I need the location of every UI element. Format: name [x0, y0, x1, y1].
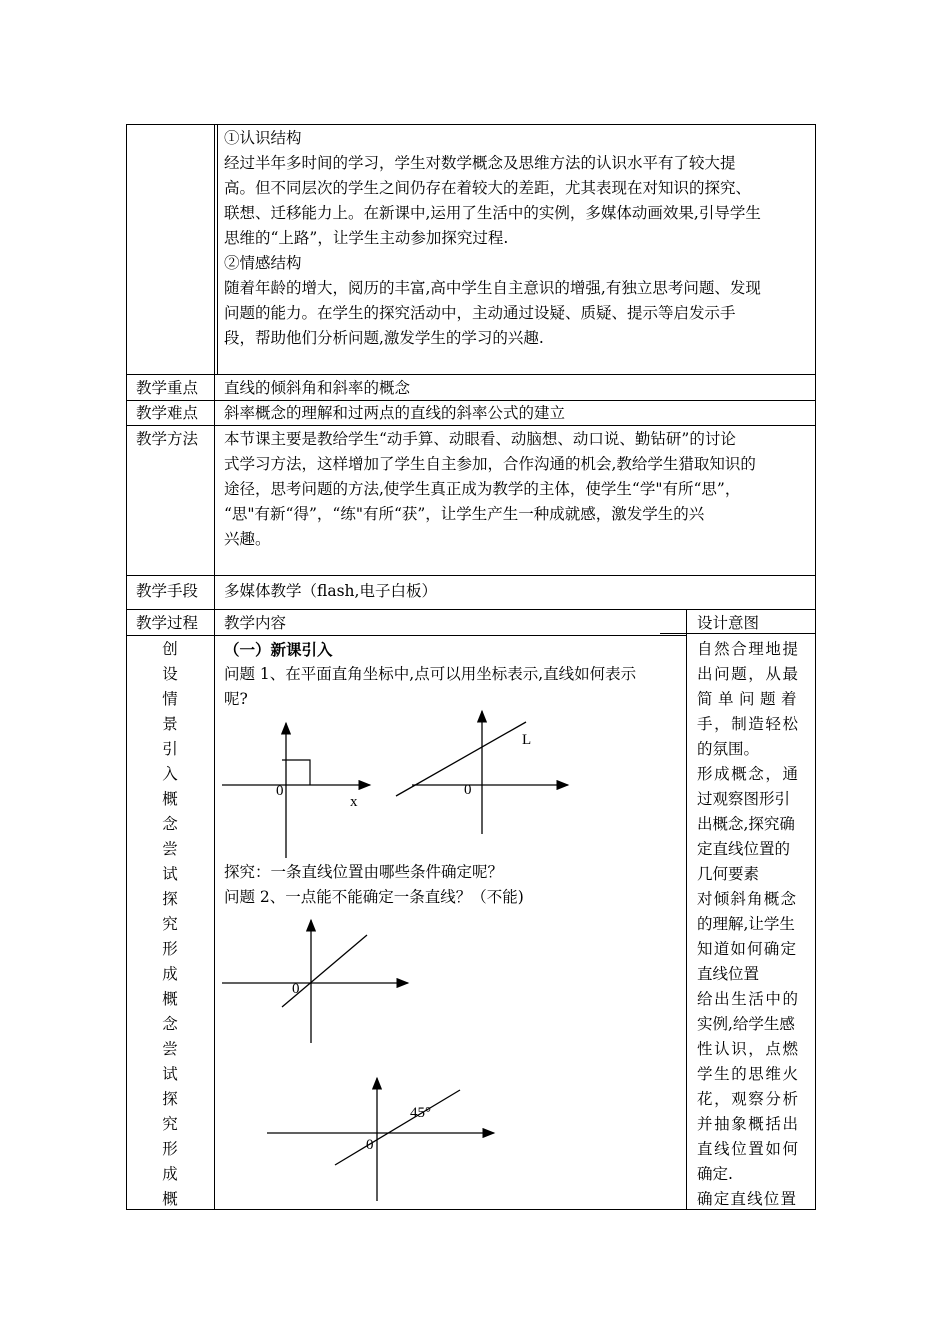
value-means: 多媒体教学（flash,电子白板）: [224, 582, 437, 600]
design-line: 实例,给学生感: [697, 1015, 795, 1033]
question-1-line: 问题 1、在平面直角坐标中,点可以用坐标表示,直线如何表示: [224, 665, 637, 683]
header-design: 设计意图: [697, 614, 760, 632]
vertical-char: 概: [162, 990, 178, 1008]
vertical-char: 情: [162, 690, 178, 708]
design-line: 确定.: [697, 1165, 733, 1183]
header-content: 教学内容: [224, 614, 287, 632]
label-method: 教学方法: [136, 430, 199, 448]
paragraph-line: 问题的能力。在学生的探究活动中，主动通过设疑、质疑、提示等启发示手: [224, 304, 736, 322]
vertical-char: 究: [162, 915, 178, 933]
question-1-line: 呢?: [224, 690, 248, 708]
vertical-char: 入: [162, 765, 178, 783]
vertical-char: 尝: [162, 840, 178, 858]
row-divider: [126, 575, 816, 576]
table-column-divider: [214, 124, 215, 1210]
method-line: 兴趣。: [224, 530, 271, 548]
design-line: 出问题，从最: [697, 665, 800, 683]
vertical-char: 形: [162, 940, 178, 958]
design-line: 性认识，点燃: [697, 1040, 800, 1058]
table-column-divider-inner: [217, 124, 218, 374]
value-key-point: 直线的倾斜角和斜率的概念: [224, 379, 411, 397]
vertical-char: 试: [162, 865, 178, 883]
vertical-char: 成: [162, 965, 178, 983]
vertical-char: 探: [162, 890, 178, 908]
vertical-char: 念: [162, 1015, 178, 1033]
heading-emotional: ②情感结构: [224, 254, 302, 272]
heading-cognitive: ①认识结构: [224, 129, 302, 147]
table-border-top: [126, 124, 816, 125]
design-line: 并抽象概括出: [697, 1115, 800, 1133]
paragraph-line: 思维的“上路”，让学生主动参加探究过程.: [224, 229, 509, 247]
design-line: 花，观察分析: [697, 1090, 800, 1108]
design-line: 过观察图形引: [697, 790, 791, 808]
vertical-char: 成: [162, 1165, 178, 1183]
vertical-char: 景: [162, 715, 178, 733]
origin-label: 0: [292, 981, 300, 997]
vertical-char: 尝: [162, 1040, 178, 1058]
design-line: 直线位置如何: [697, 1140, 800, 1158]
vertical-char: 设: [162, 665, 178, 683]
x-axis-label: x: [350, 794, 358, 810]
row-divider: [126, 635, 686, 636]
label-means: 教学手段: [136, 582, 199, 600]
paragraph-line: 经过半年多时间的学习，学生对数学概念及思维方法的认识水平有了较大提: [224, 154, 736, 172]
design-line: 学生的思维火: [697, 1065, 800, 1083]
value-difficulty: 斜率概念的理解和过两点的直线的斜率公式的建立: [224, 404, 566, 422]
label-process: 教学过程: [136, 614, 199, 632]
design-line: 手，制造轻松: [697, 715, 800, 733]
vertical-char: 念: [162, 815, 178, 833]
figure-4-line-45-degrees: [262, 1075, 502, 1205]
explore-text: 探究：一条直线位置由哪些条件确定呢？: [224, 863, 504, 881]
paragraph-line: 联想、迁移能力上。在新课中,运用了生活中的实例，多媒体动画效果,引导学生: [224, 204, 761, 222]
design-line: 简单问题着: [697, 690, 803, 708]
vertical-char: 形: [162, 1140, 178, 1158]
question-2: 问题 2、一点能不能确定一条直线？（不能): [224, 888, 524, 906]
design-line: 对倾斜角概念: [697, 890, 798, 908]
row-divider: [126, 609, 816, 610]
figure-2-line-l: [392, 706, 577, 841]
design-line: 直线位置: [697, 965, 760, 983]
figure-3-line-through-origin: [220, 915, 420, 1047]
angle-label: 45°: [410, 1105, 431, 1121]
vertical-char: 究: [162, 1115, 178, 1133]
design-line: 自然合理地提: [697, 640, 800, 658]
label-difficulty: 教学难点: [136, 404, 199, 422]
method-line: “思"有新“得”，“练"有所“获”，让学生产生一种成就感，激发学生的兴: [224, 505, 705, 523]
design-line: 的氛围。: [697, 740, 760, 758]
design-line: 知道如何确定: [697, 940, 798, 958]
design-line: 出概念,探究确: [697, 815, 795, 833]
origin-label: 0: [276, 783, 284, 799]
label-key-point: 教学重点: [136, 379, 199, 397]
vertical-char: 概: [162, 1190, 178, 1208]
design-line: 确定直线位置: [697, 1190, 798, 1208]
design-line: 定直线位置的: [697, 840, 791, 858]
vertical-char: 试: [162, 1065, 178, 1083]
figure-1-axes-with-point: [220, 718, 380, 863]
origin-label: 0: [366, 1137, 374, 1153]
design-line: 给出生活中的: [697, 990, 800, 1008]
vertical-char: 概: [162, 790, 178, 808]
paragraph-line: 高。但不同层次的学生之间仍存在着较大的差距，尤其表现在对知识的探究、: [224, 179, 752, 197]
design-line: 几何要素: [697, 865, 760, 883]
origin-label: 0: [464, 782, 472, 798]
method-line: 途径，思考问题的方法,使学生真正成为教学的主体，使学生“学"有所“思”，: [224, 480, 741, 498]
line-45-degrees: [335, 1090, 460, 1165]
method-line: 式学习方法，这样增加了学生自主参加，合作沟通的机会,教给学生猎取知识的: [224, 455, 756, 473]
method-line: 本节课主要是教给学生“动手算、动眼看、动脑想、动口说、勤钻研”的讨论: [224, 430, 736, 448]
paragraph-line: 随着年龄的增大，阅历的丰富,高中学生自主意识的增强,有独立思考问题、发现: [224, 279, 761, 297]
section-title: （一）新课引入: [224, 640, 333, 659]
vertical-char: 探: [162, 1090, 178, 1108]
row-divider: [126, 374, 816, 375]
design-line: 形成概念，通: [697, 765, 800, 783]
table-border-right: [815, 124, 816, 1210]
vertical-char: 引: [162, 740, 178, 758]
design-line: 的理解,让学生: [697, 915, 795, 933]
vertical-char: 创: [162, 640, 178, 658]
table-column-divider-design: [686, 609, 687, 1210]
line-label: L: [522, 732, 532, 748]
paragraph-line: 段，帮助他们分析问题,激发学生的学习的兴趣.: [224, 329, 544, 347]
